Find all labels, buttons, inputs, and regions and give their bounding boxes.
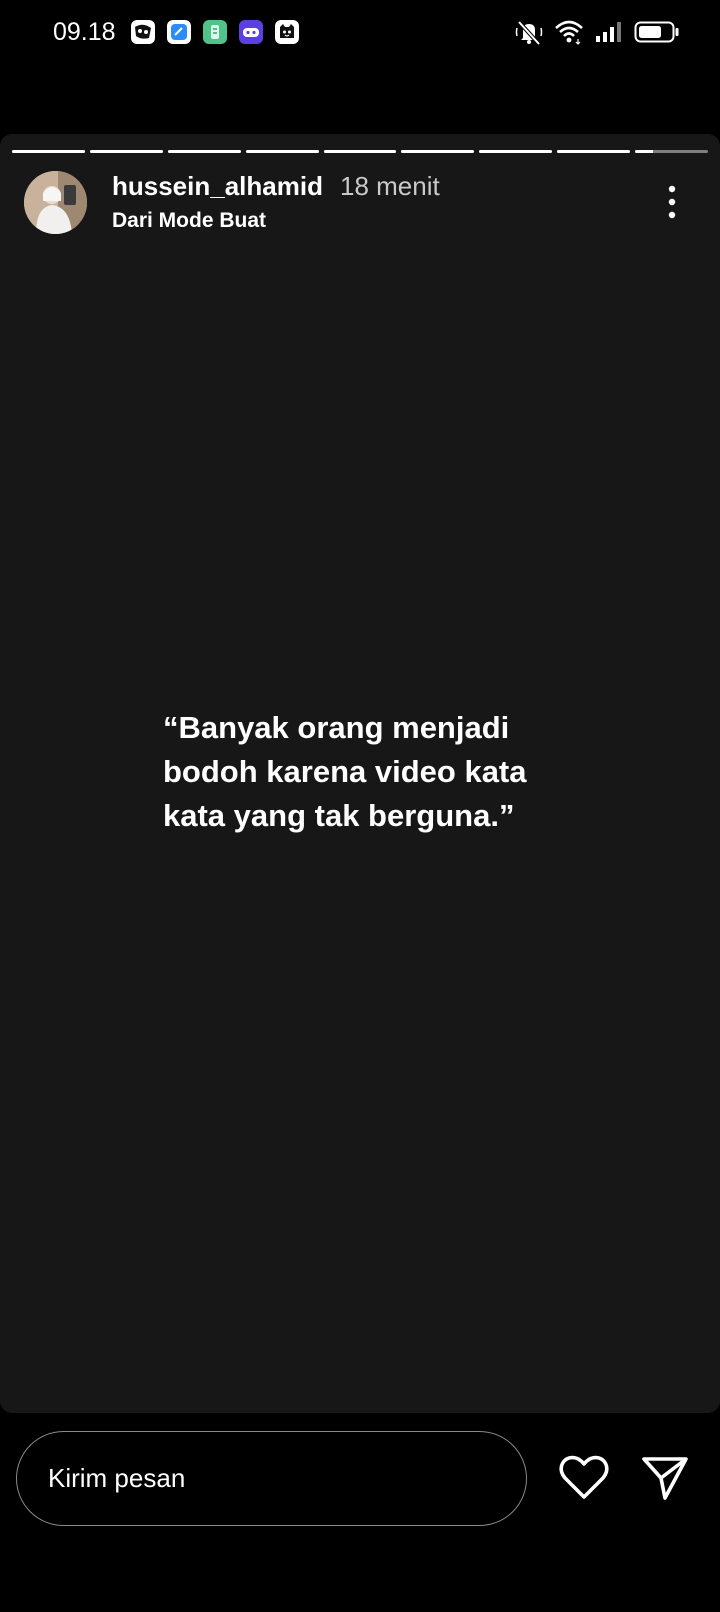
progress-segment [90,150,163,153]
send-icon [641,1455,689,1501]
progress-segment-fill [246,150,319,153]
progress-segment-fill [635,150,653,153]
progress-segment-fill [12,150,85,153]
status-bar [0,0,720,66]
username[interactable]: hussein_alhamid [112,171,323,201]
status-time: 09.18 [53,18,116,46]
blue-app-icon [167,20,191,44]
progress-segment-fill [479,150,552,153]
signal-icon [594,20,624,44]
progress-segment [168,150,241,153]
pet-app-icon [275,20,299,44]
heart-icon [558,1454,610,1502]
progress-segment [557,150,630,153]
progress-segment-fill [401,150,474,153]
progress-segment-fill [557,150,630,153]
story-viewer[interactable] [0,134,720,1413]
game-app-icon [239,20,263,44]
progress-segment [246,150,319,153]
progress-segment-fill [168,150,241,153]
story-progress-bar [12,150,708,153]
progress-segment [324,150,397,153]
progress-segment [12,150,85,153]
more-vertical-icon [667,185,677,219]
post-time: 18 menit [340,171,440,201]
avatar[interactable] [24,171,87,234]
progress-segment [401,150,474,153]
more-options-button[interactable] [652,179,692,225]
story-subtitle[interactable]: Dari Mode Buat [112,209,267,232]
like-button[interactable] [558,1454,610,1502]
progress-segment [635,150,708,153]
wifi-icon [554,19,584,45]
system-status-icons [514,18,680,46]
story-quote-text: “Banyak orang menjadi bodoh karena video kata kata yang tak berguna.” [163,710,527,833]
message-input[interactable] [16,1431,527,1526]
green-app-icon [203,20,227,44]
notification-icons [131,20,299,44]
progress-segment [479,150,552,153]
send-button[interactable] [641,1455,689,1501]
progress-segment-fill [90,150,163,153]
face-app-icon [131,20,155,44]
mute-icon [514,18,544,46]
battery-icon [634,20,680,44]
progress-segment-fill [324,150,397,153]
